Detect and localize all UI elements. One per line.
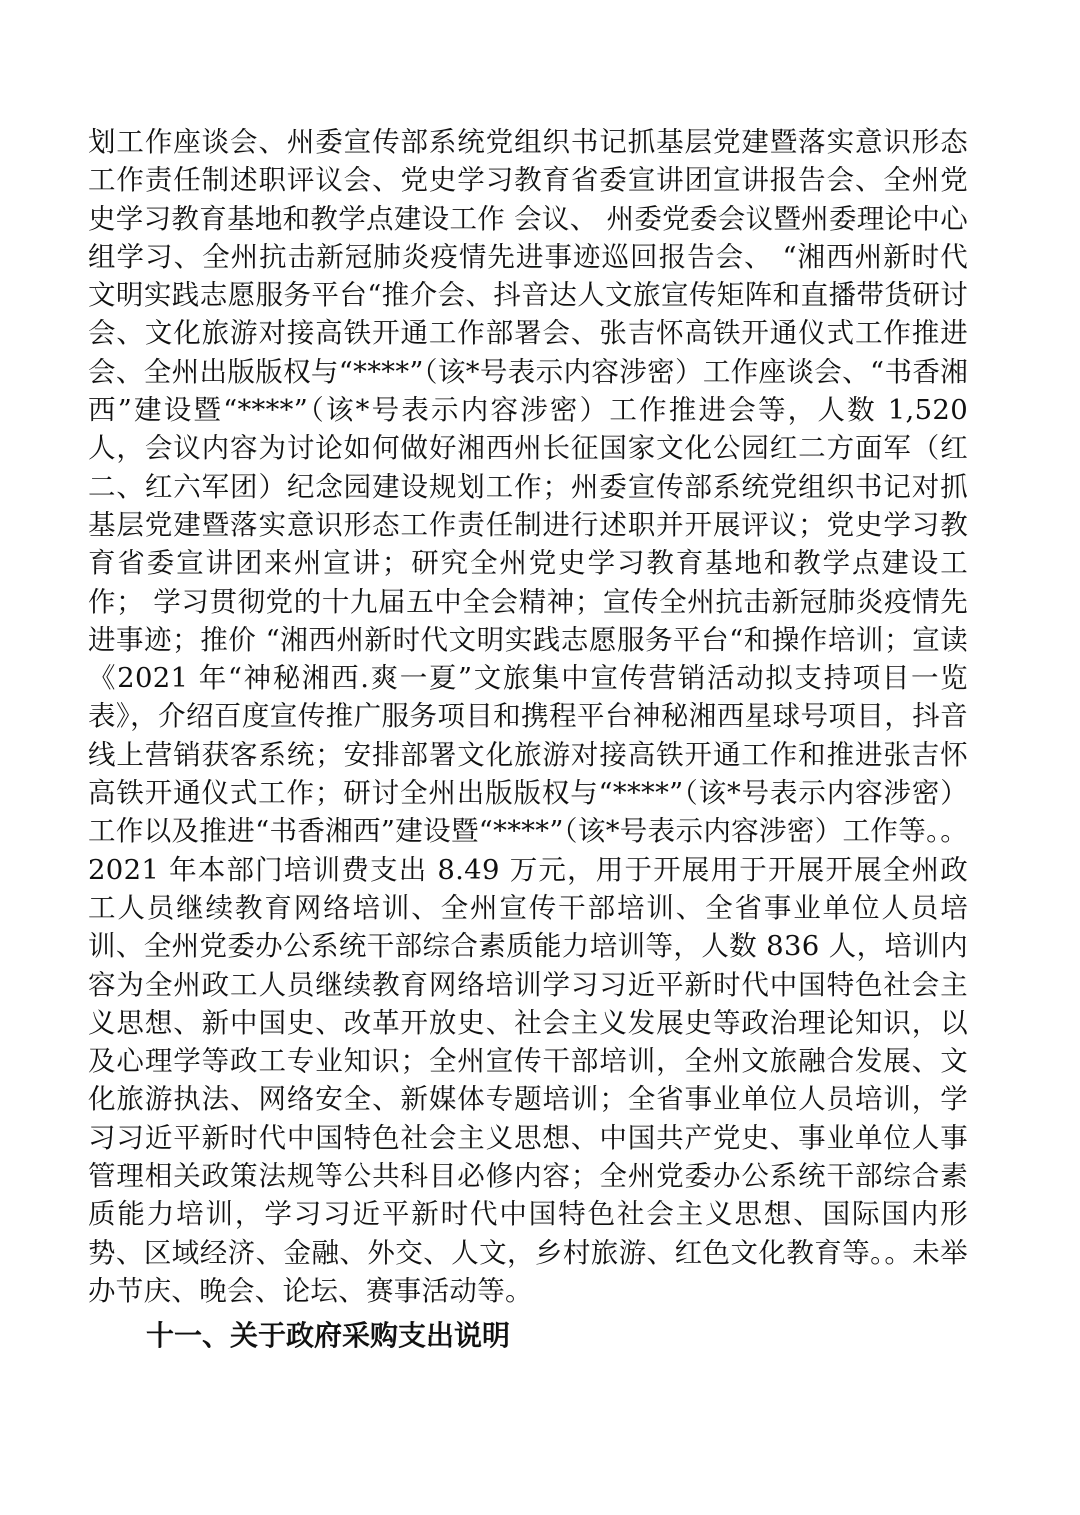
body-paragraph: 划工作座谈会、州委宣传部系统党组织书记抓基层党建暨落实意识形态工作责任制述职评议会、党史学习教育省委宣讲团宣讲报告会、全州党史学习教育基地和教学点建设工作 会议、 州委党委会议暨州委理论中心组学习、全州抗击新冠肺炎疫情先进事迹巡回报告会、 “湘西州新时代文明实践志愿服务平台“推介会、抖音达人文旅宣传矩阵和直播带货研讨会、文化旅游对接高铁开通工作部署会、张吉怀高铁开通仪式工作推进会、全州出版版权与“****”（该*号表示内容涉密）工作座谈会、“书香湘西”建设暨“****”（该*号表示内容涉密）工作推进会等，人数 1,520 人，会议内容为讨论如何做好湘西州长征国家文化公园红二方面军（红二、红六军团）纪念园建设规划工作；州委宣传部系统党组织书记对抓基层党建暨落实意识形态工作责任制进行述职并开展评议；党史学习教育省委宣讲团来州宣讲；研究全州党史学习教育基地和教学点建设工作； 学习贯彻党的十九届五中全会精神；宣传全州抗击新冠肺炎疫情先进事迹；推价 “湘西州新时代文明实践志愿服务平台“和操作培训；宣读《2021 年“神秘湘西.爽一夏”文旅集中宣传营销活动拟支持项目一览表》，介绍百度宣传推广服务项目和携程平台神秘湘西星球号项目，抖音线上营销获客系统；安排部署文化旅游对接高铁开通工作和推进张吉怀高铁开通仪式工作；研讨全州出版版权与“****”（该*号表示内容涉密）工作以及推进“书香湘西”建设暨“****”（该*号表示内容涉密）工作等。。2021 年本部门培训费支出 8.49 万元，用于开展用于开展开展全州政工人员继续教育网络培训、全州宣传干部培训、全省事业单位人员培训、全州党委办公系统干部综合素质能力培训等，人数 836 人，培训内容为全州政工人员继续教育网络培训学习习近平新时代中国特色社会主义思想、新中国史、改革开放史、社会主义发展史等政治理论知识，以及心理学等政工专业知识；全州宣传干部培训，全州文旅融合发展、文化旅游执法、网络安全、新媒体专题培训；全省事业单位人员培训，学习习近平新时代中国特色社会主义思想、中国共产党史、事业单位人事管理相关政策法规等公共科目必修内容；全州党委办公系统干部综合素质能力培训，学习习近平新时代中国特色社会主义思想、国际国内形势、区域经济、金融、外交、人文，乡村旅游、红色文化教育等。。未举办节庆、晚会、论坛、赛事活动等。 bbox=[88, 126, 968, 1307]
section-heading: 十一、关于政府采购支出说明 bbox=[146, 1319, 511, 1352]
